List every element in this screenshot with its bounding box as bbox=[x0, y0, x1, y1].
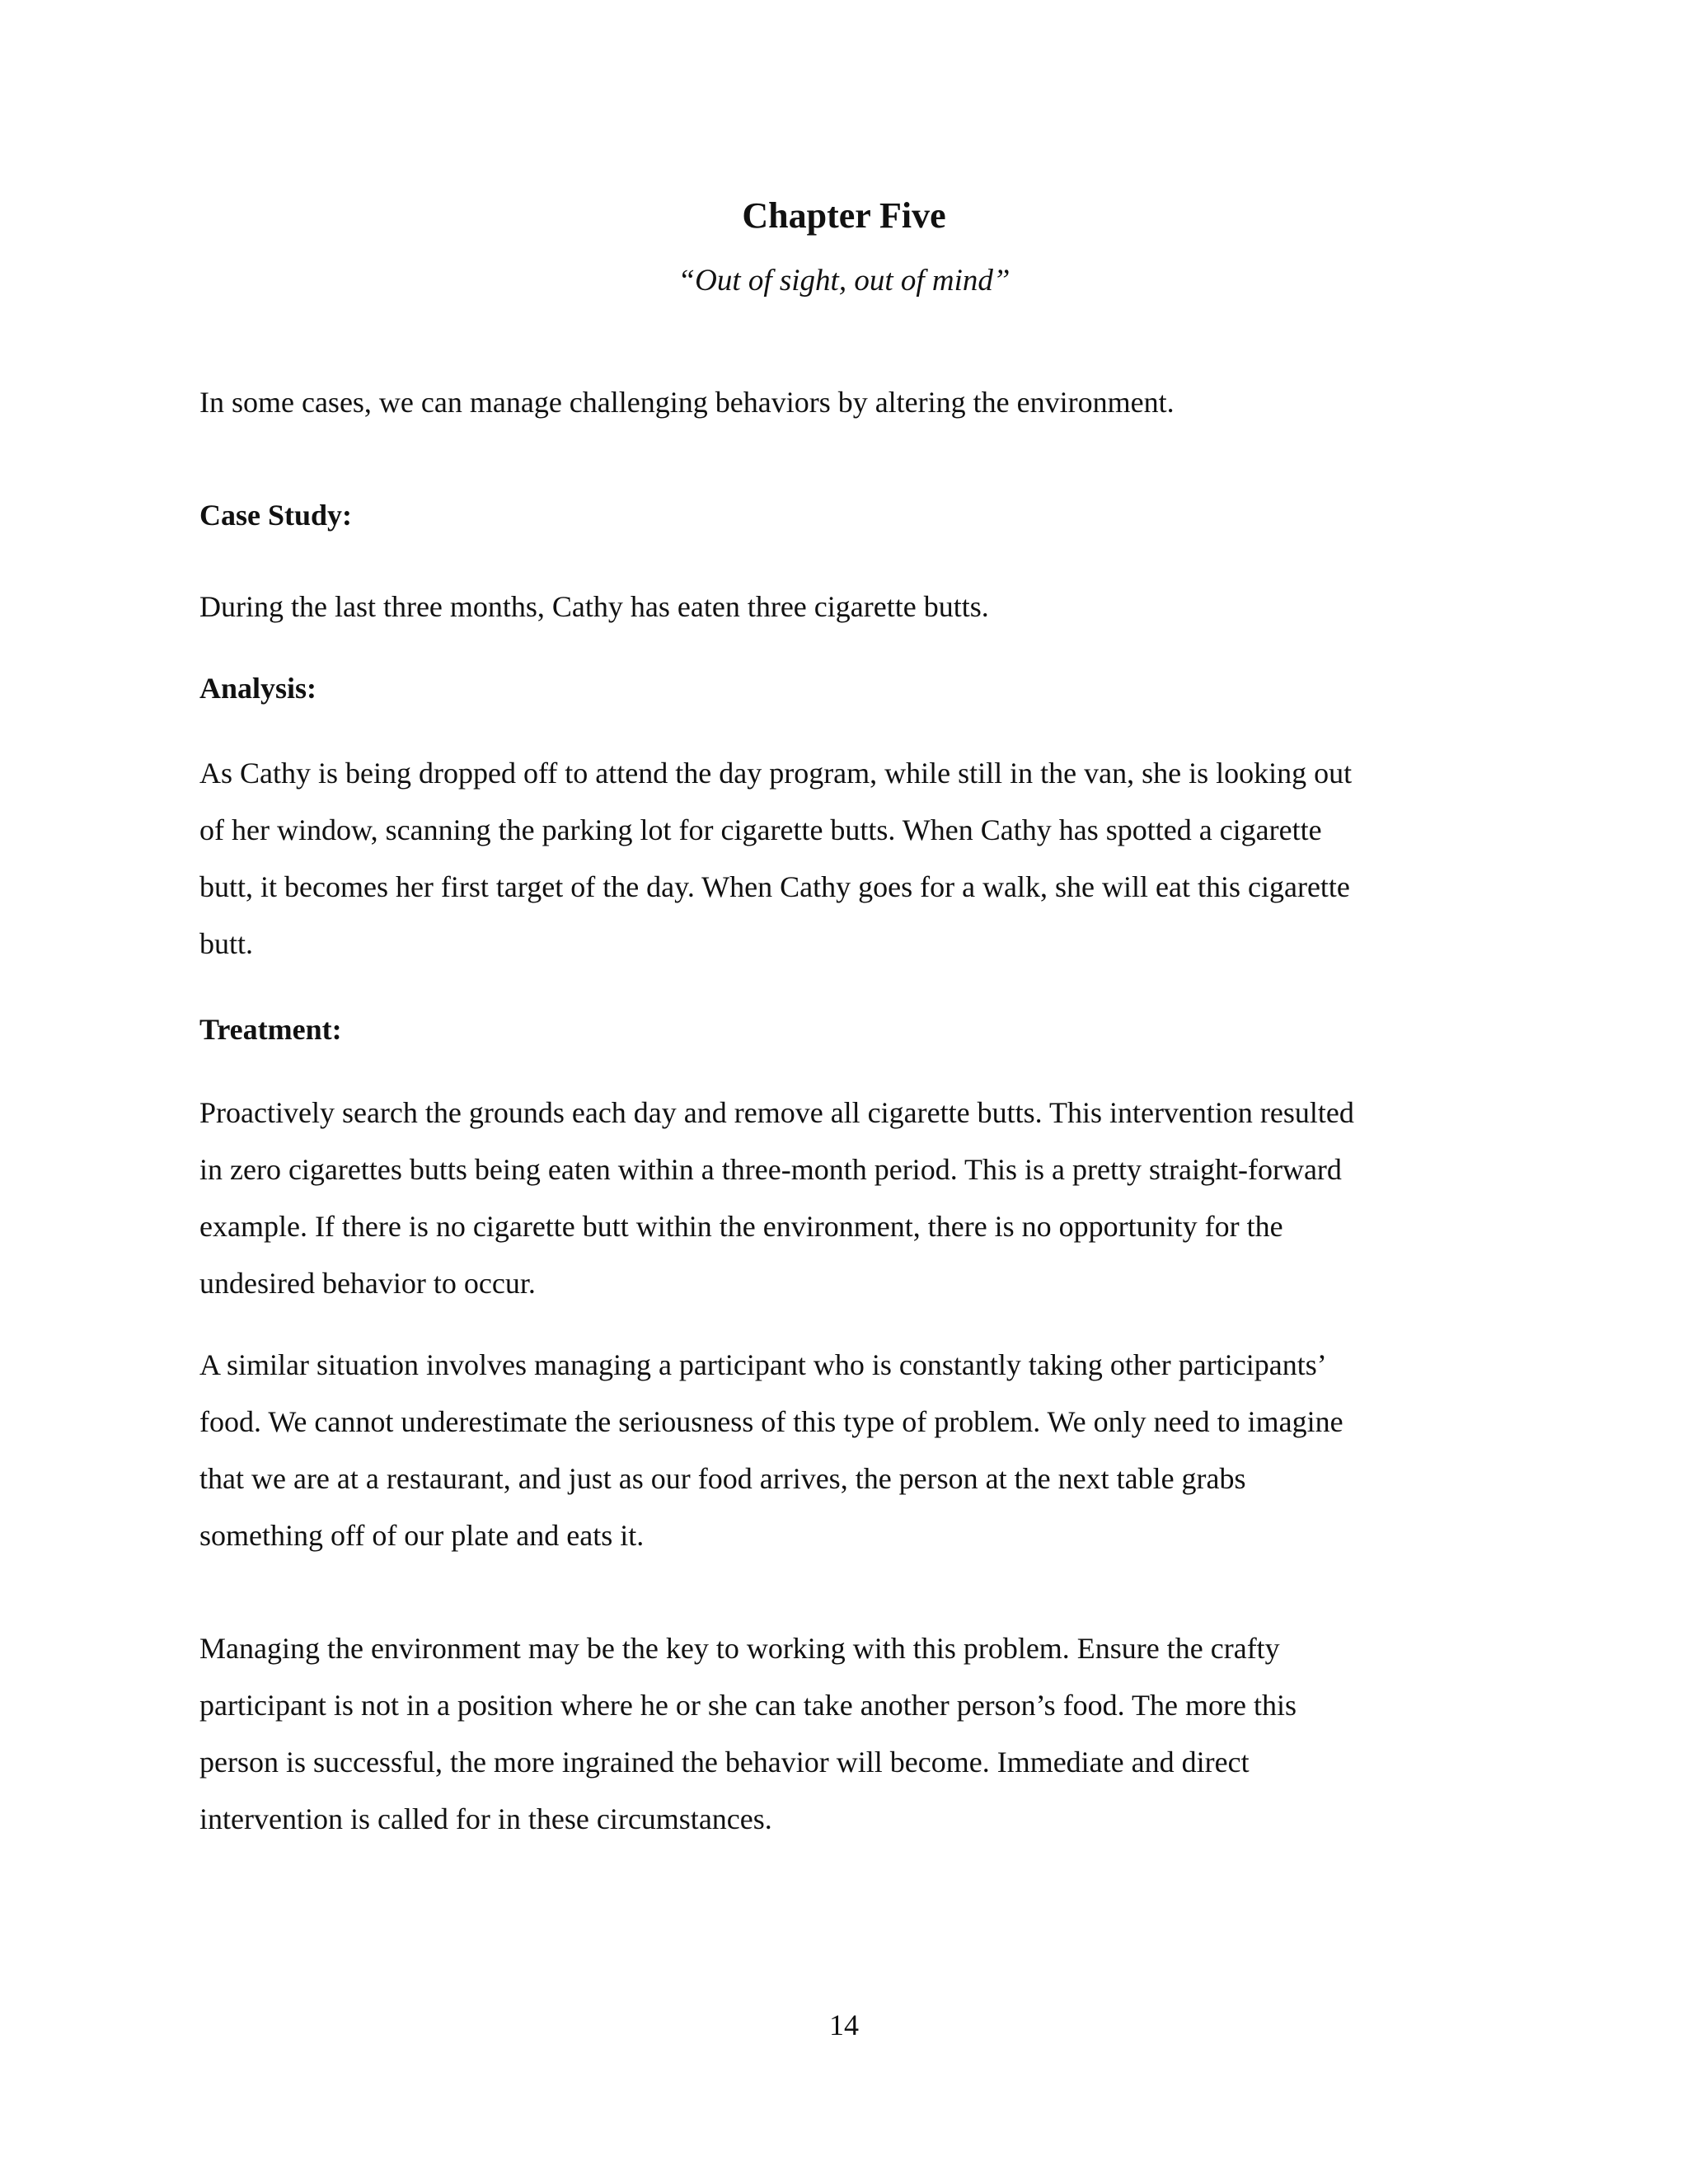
treatment-paragraph-2 bbox=[199, 1337, 1502, 1564]
treatment-line: Proactively search the grounds each day and remove all cigarette butts. This intervention resulted bbox=[199, 1096, 1354, 1129]
analysis-line: butt. bbox=[199, 927, 254, 960]
case-study-heading: Case Study: bbox=[199, 499, 353, 532]
analysis-line: butt, it becomes her first target of the day. When Cathy goes for a walk, she will eat this cigarette bbox=[199, 870, 1350, 903]
intro-line: In some cases, we can manage challenging behaviors by altering the environment. bbox=[199, 386, 1175, 419]
treatment-line: person is successful, the more ingrained the behavior will become. Immediate and direct bbox=[199, 1746, 1250, 1779]
treatment-line: example. If there is no cigarette butt within the environment, there is no opportunity for the bbox=[199, 1210, 1283, 1243]
treatment-line: something off of our plate and eats it. bbox=[199, 1519, 645, 1552]
treatment-paragraph-1 bbox=[199, 1085, 1502, 1312]
case-study-paragraph bbox=[199, 579, 1502, 635]
treatment-line: undesired behavior to occur. bbox=[199, 1267, 536, 1300]
intro-paragraph bbox=[199, 374, 1502, 431]
treatment-line: food. We cannot underestimate the seriousness of this type of problem. We only need to imagine bbox=[199, 1405, 1343, 1438]
treatment-line: Managing the environment may be the key to working with this problem. Ensure the crafty bbox=[199, 1632, 1280, 1665]
treatment-line: in zero cigarettes butts being eaten within a three-month period. This is a pretty straight-forward bbox=[199, 1153, 1342, 1186]
analysis-paragraph bbox=[199, 745, 1502, 972]
chapter-subtitle: “Out of sight, out of mind” bbox=[678, 264, 1010, 298]
treatment-line: participant is not in a position where he or she can take another person’s food. The more this bbox=[199, 1689, 1296, 1722]
chapter-title: Chapter Five bbox=[742, 195, 946, 236]
treatment-paragraph-3 bbox=[199, 1620, 1502, 1848]
treatment-line: A similar situation involves managing a participant who is constantly taking other participants’ bbox=[199, 1348, 1327, 1381]
treatment-heading: Treatment: bbox=[199, 1013, 342, 1046]
treatment-line: that we are at a restaurant, and just as our food arrives, the person at the next table grabs bbox=[199, 1462, 1246, 1495]
treatment-line: intervention is called for in these circumstances. bbox=[199, 1802, 772, 1835]
case-study-line: During the last three months, Cathy has eaten three cigarette butts. bbox=[199, 590, 989, 623]
analysis-line: of her window, scanning the parking lot for cigarette butts. When Cathy has spotted a cigarette bbox=[199, 813, 1322, 846]
analysis-heading: Analysis: bbox=[199, 672, 317, 705]
analysis-line: As Cathy is being dropped off to attend the day program, while still in the van, she is looking out bbox=[199, 757, 1353, 790]
page-number: 14 bbox=[829, 2008, 859, 2041]
